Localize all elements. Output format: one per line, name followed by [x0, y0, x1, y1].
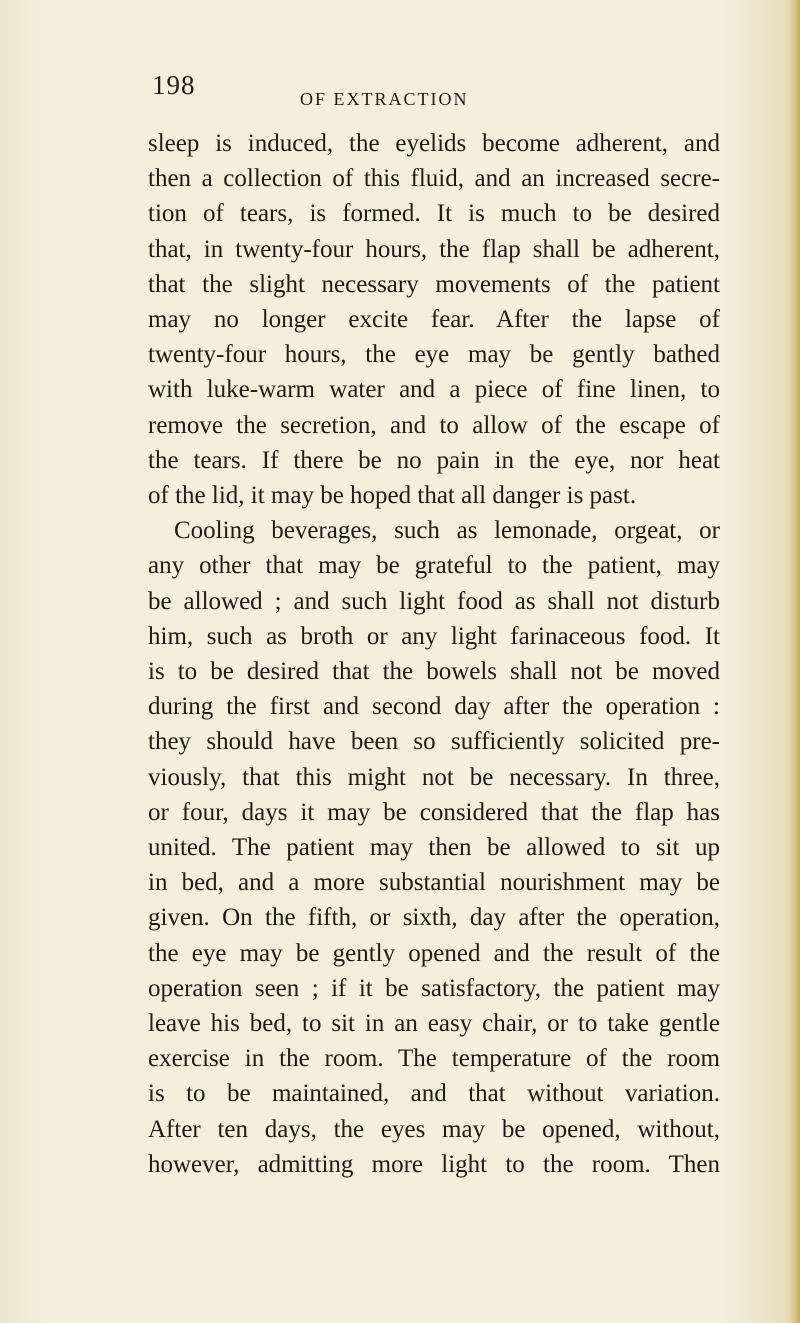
text-line: any other that may be grateful to the patient, may	[148, 552, 720, 580]
text-line-indented: Cooling beverages, such as lemonade, orgeat, or	[174, 517, 720, 545]
text-line: operation seen ; if it be satisfactory, the patient may	[148, 974, 720, 1002]
text-line: of the lid, it may be hoped that all danger is past.	[148, 482, 637, 510]
running-head: OF EXTRACTION	[300, 89, 469, 109]
text-line: in bed, and a more substantial nourishment may be	[148, 869, 720, 897]
text-line: remove the secretion, and to allow of the escape of	[148, 411, 720, 439]
text-line: After ten days, the eyes may be opened, without,	[148, 1115, 720, 1143]
text-line: tion of tears, is formed. It is much to be desired	[148, 200, 720, 228]
text-line: then a collection of this fluid, and an increased secre-	[148, 165, 720, 193]
text-line: however, admitting more light to the room. Then	[148, 1150, 720, 1178]
text-line: is to be desired that the bowels shall not be moved	[148, 658, 720, 686]
text-line: with luke-warm water and a piece of fine linen, to	[148, 376, 720, 404]
text-line: be allowed ; and such light food as shall not disturb	[148, 587, 720, 615]
text-line: twenty-four hours, the eye may be gently bathed	[148, 341, 720, 369]
text-line: viously, that this might not be necessary. In three,	[148, 763, 720, 791]
text-line: during the first and second day after the operation :	[148, 693, 720, 721]
page-edge-shadow	[790, 0, 800, 1323]
text-line: the tears. If there be no pain in the eye, nor heat	[148, 446, 720, 474]
text-line: leave his bed, to sit in an easy chair, or to take gentle	[148, 1010, 720, 1038]
text-line: that the slight necessary movements of the patient	[148, 270, 720, 298]
text-line: given. On the fifth, or sixth, day after the operation,	[148, 904, 720, 932]
body-text	[148, 126, 720, 1182]
text-line: exercise in the room. The temperature of the room	[148, 1045, 720, 1073]
text-line: him, such as broth or any light farinaceous food. It	[148, 622, 720, 650]
text-line: is to be maintained, and that without variation.	[148, 1080, 720, 1108]
text-line: they should have been so sufficiently solicited pre-	[148, 728, 720, 756]
text-line: may no longer excite fear. After the lapse of	[148, 306, 720, 334]
page-number: 198	[152, 70, 196, 100]
text-line: sleep is induced, the eyelids become adherent, and	[148, 130, 720, 157]
text-line: the eye may be gently opened and the result of the	[148, 939, 720, 967]
text-line: that, in twenty-four hours, the flap shall be adherent,	[148, 235, 720, 263]
text-line: or four, days it may be considered that the flap has	[148, 798, 720, 826]
text-line: united. The patient may then be allowed to sit up	[148, 834, 720, 862]
